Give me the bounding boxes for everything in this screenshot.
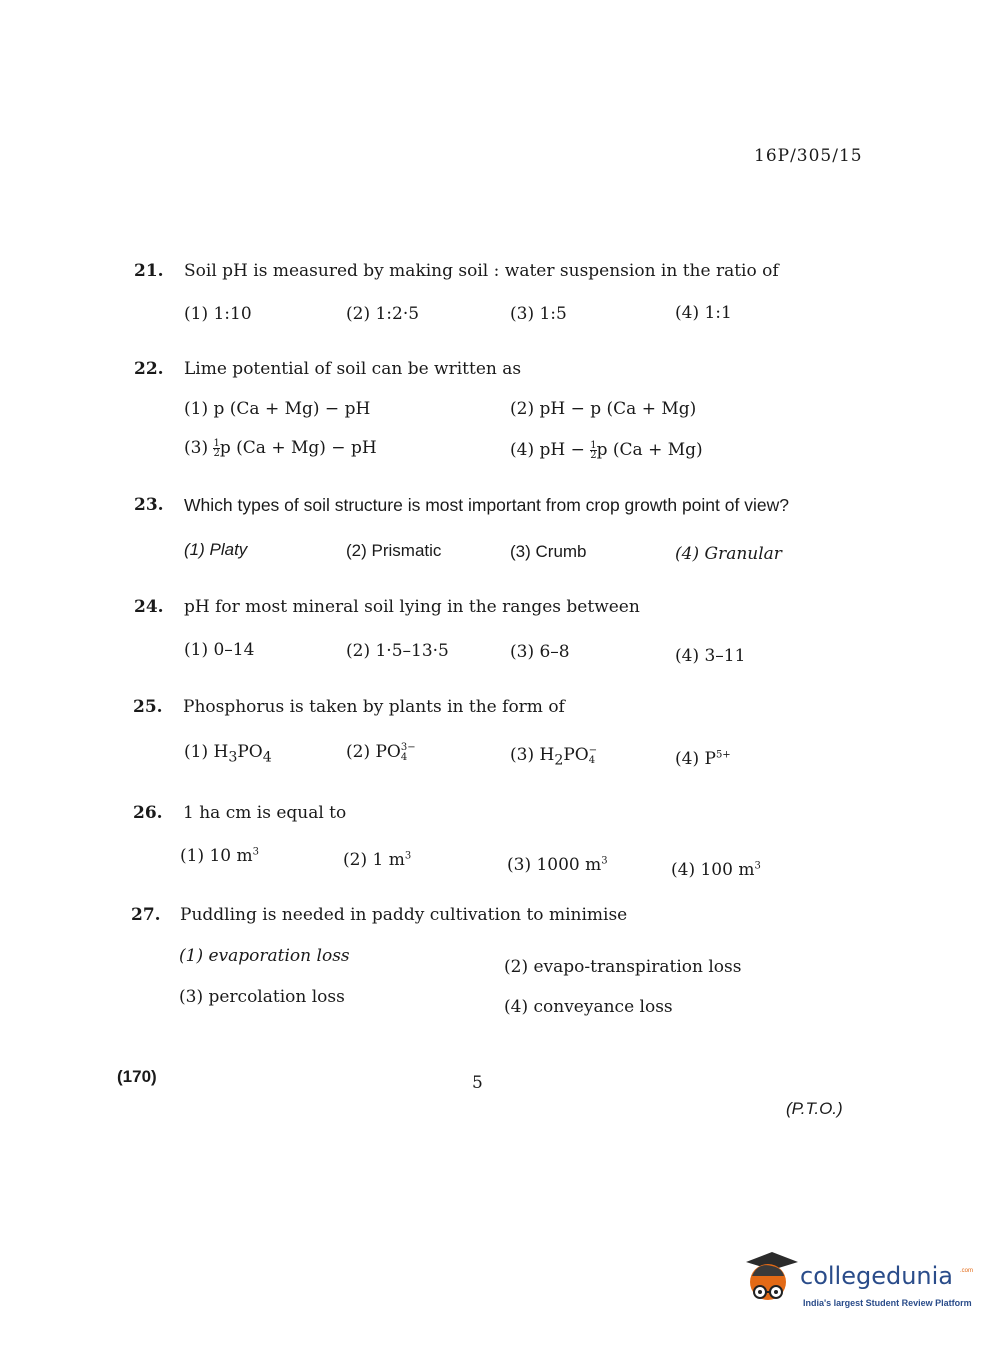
option-2: (2) 1 $m^3$ (343, 850, 412, 870)
question-number: 25. (133, 697, 163, 717)
option-4: (4) $P^{5+}$ (675, 749, 731, 769)
option-4: (4) pH − $\frac{1}{2}$ p (Ca + Mg) (510, 440, 703, 461)
question-21 (0, 261, 1001, 291)
question-22 (0, 359, 1001, 389)
question-number: 23. (134, 495, 164, 515)
fraction-half: $\frac{1}{2}$ (590, 440, 597, 461)
paper-code: 16P/305/15 (754, 146, 863, 166)
option-1: (1) 0–14 (184, 640, 255, 660)
question-26 (0, 803, 1001, 833)
option-3: (3) $H_2PO$ − 4 (510, 744, 598, 769)
option-2: (2) 1·5–13·5 (346, 641, 449, 661)
option-4: (4) 3–11 (675, 646, 746, 666)
option-3: (3) percolation loss (179, 987, 345, 1007)
page-number: 5 (472, 1073, 483, 1093)
question-number: 26. (133, 803, 163, 823)
question-24 (0, 597, 1001, 627)
option-4: (4) 1:1 (675, 303, 732, 323)
option-1: (1) Platy (184, 540, 248, 559)
question-number: 22. (134, 359, 164, 379)
question-text: Which types of soil structure is most important from crop growth point of view? (184, 495, 789, 515)
question-text: Lime potential of soil can be written as (184, 359, 522, 379)
option-2: (2) pH − p (Ca + Mg) (510, 399, 697, 419)
question-number: 27. (131, 905, 161, 925)
question-number: 24. (134, 597, 164, 617)
question-number: 21. (134, 261, 164, 281)
please-turn-over: (P.T.O.) (786, 1099, 843, 1118)
option-3: (3) 1:5 (510, 304, 567, 324)
question-text: pH for most mineral soil lying in the ranges between (184, 597, 640, 617)
option-4: (4) 100 $m^3$ (671, 860, 761, 880)
fraction-half: $\frac{1}{2}$ (213, 438, 220, 459)
collegedunia-logo (742, 1248, 972, 1318)
option-2: (2) 1:2·5 (346, 304, 420, 324)
option-2: (2) PO 3− 4 (346, 741, 416, 763)
option-3: (3) 1000 $m^3$ (507, 855, 608, 875)
question-text: Soil pH is measured by making soil : water suspension in the ratio of (184, 261, 779, 281)
question-27 (0, 905, 1001, 935)
option-4: (4) Granular (675, 544, 782, 564)
question-text: Puddling is needed in paddy cultivation to minimise (180, 905, 628, 925)
question-23 (0, 495, 1001, 525)
option-3: (3) $\frac{1}{2}$ p (Ca + Mg) − pH (184, 438, 377, 459)
option-1: (1) 10 $m^3$ (180, 846, 260, 866)
logo-tagline: India's largest Student Review Platform (803, 1298, 972, 1308)
logo-domain: .com (960, 1268, 974, 1274)
option-3: (3) Crumb (510, 542, 587, 561)
option-1: (1) evaporation loss (179, 946, 350, 966)
logo-wordmark: collegedunia (800, 1262, 954, 1290)
option-3: (3) 6–8 (510, 642, 570, 662)
question-25 (0, 697, 1001, 727)
option-2: (2) Prismatic (346, 541, 442, 560)
mascot-icon (742, 1248, 798, 1314)
booklet-number: (170) (117, 1067, 157, 1086)
option-2: (2) evapo-transpiration loss (504, 957, 742, 977)
question-text: Phosphorus is taken by plants in the form of (183, 697, 565, 717)
question-text: 1 ha cm is equal to (183, 803, 347, 823)
option-4: (4) conveyance loss (504, 997, 673, 1017)
option-1: (1) 1:10 (184, 304, 252, 324)
option-1: (1) $H_3PO_4$ (184, 742, 272, 766)
option-1: (1) p (Ca + Mg) − pH (184, 399, 371, 419)
